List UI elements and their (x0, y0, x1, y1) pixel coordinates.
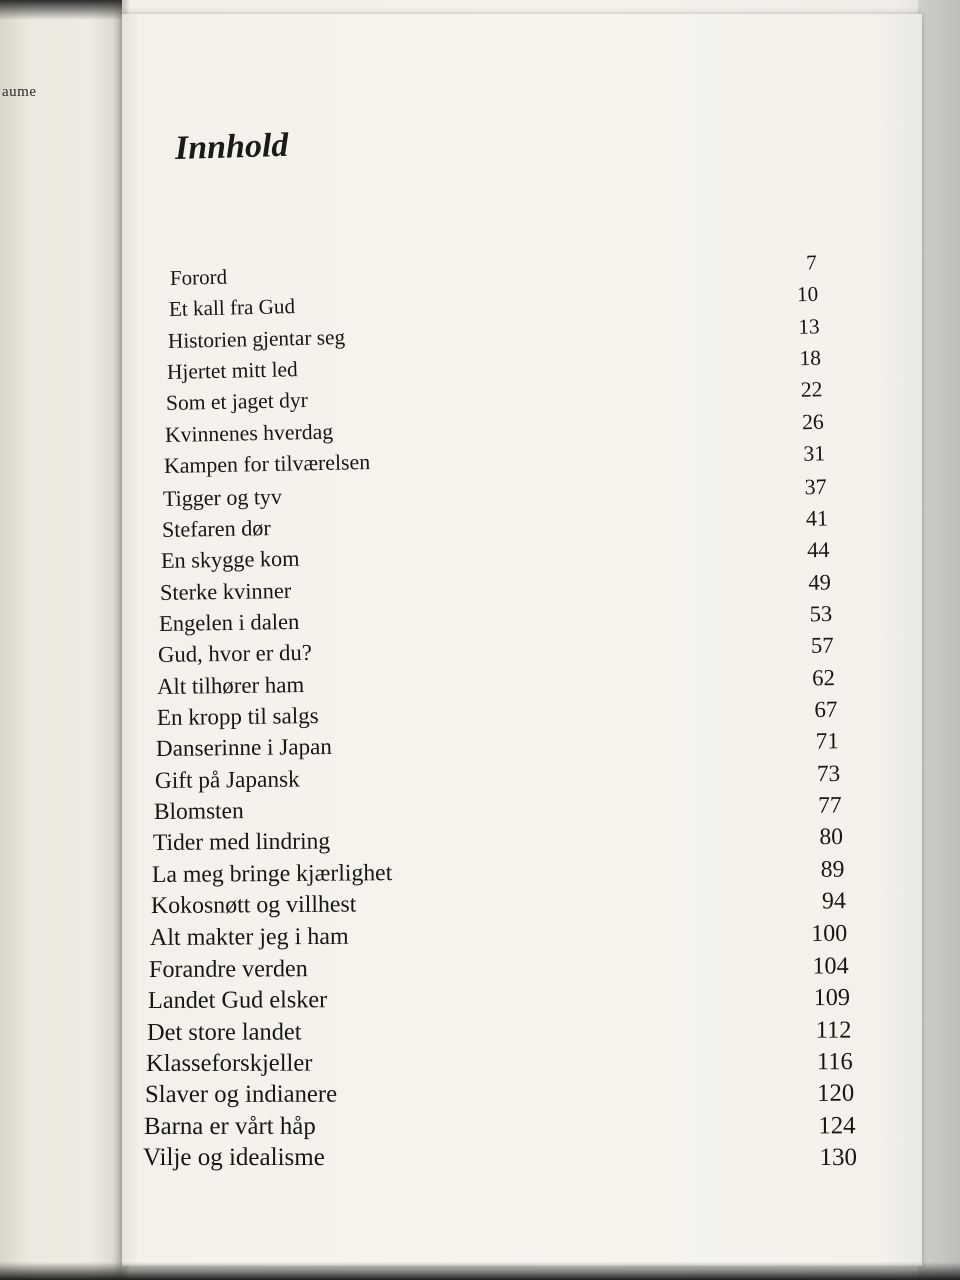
toc-entry-title: Kvinnenes hverdag (164, 419, 334, 447)
toc-entry-page-number: 104 (812, 952, 849, 980)
toc-entry-page-number: 37 (804, 473, 828, 499)
bottom-edge (0, 1262, 960, 1280)
toc-entry-title: Gift på Japansk (154, 766, 300, 794)
toc-entry-title: Hjertet mitt led (166, 357, 299, 385)
toc-entry-page-number: 124 (818, 1112, 856, 1140)
toc-entry-page-number: 116 (816, 1048, 853, 1076)
toc-entry-page-number: 10 (796, 282, 819, 307)
toc-entry-page-number: 80 (818, 824, 843, 851)
toc-entry-title: Blomsten (153, 798, 244, 826)
toc-entry-page-number: 71 (815, 728, 839, 755)
toc-entry-title: Engelen i dalen (159, 608, 300, 636)
toc-entry (153, 792, 841, 829)
toc-entry (154, 761, 840, 798)
toc-entry-title: Kampen for tilværelsen (163, 450, 371, 479)
toc-entry-title: Alt makter jeg i ham (149, 923, 349, 951)
toc-entry-page-number: 62 (812, 664, 836, 691)
toc-entry (155, 729, 838, 767)
toc-entry-title: Forord (169, 264, 228, 290)
toc-entry-page-number: 41 (805, 505, 829, 531)
toc-entry-title: La meg bringe kjærlighet (151, 859, 393, 888)
toc-entry-page-number: 77 (817, 792, 842, 819)
toc-entry (145, 1080, 854, 1111)
toc-entry-page-number: 94 (821, 888, 846, 915)
toc-entry (143, 1144, 857, 1174)
toc-entry (152, 856, 845, 891)
toc-entry-page-number: 120 (817, 1080, 855, 1108)
toc-entry-page-number: 100 (810, 920, 848, 947)
toc-entry-title: En kropp til salgs (156, 703, 319, 730)
toc-entry-page-number: 26 (801, 409, 825, 434)
toc-entry (149, 952, 849, 986)
toc-entry (153, 824, 843, 860)
toc-entry (147, 1016, 852, 1048)
toc-entry-page-number: 112 (815, 1016, 852, 1044)
toc-entry-title: Klasseforskjeller (145, 1049, 313, 1077)
toc-entry-page-number: 67 (813, 696, 838, 722)
toc-entry (144, 1112, 856, 1143)
toc-entry-page-number: 53 (809, 600, 833, 627)
toc-entry-title: Danserinne i Japan (155, 734, 332, 763)
toc-entry-page-number: 18 (799, 345, 822, 371)
toc-entry-page-number: 44 (807, 537, 830, 563)
toc-entry-title: Kokosnøtt og villhest (150, 891, 357, 920)
toc-entry-title: En skygge kom (161, 545, 300, 574)
toc-entry-page-number: 57 (811, 632, 835, 659)
toc-entry-title: Slaver og indianere (144, 1080, 338, 1109)
toc-entry-title: Det store landet (146, 1018, 302, 1046)
toc-entry-title: Barna er vårt håp (143, 1112, 316, 1140)
left-page-text-fragment: aume (2, 84, 37, 100)
toc-entry-page-number: 31 (803, 441, 826, 466)
toc-entry (151, 888, 846, 923)
toc-entry-title: Forandre verden (148, 955, 308, 983)
toc-entry-page-number: 22 (800, 377, 823, 403)
page-title: Innhold (174, 126, 289, 167)
toc-entry-page-number: 49 (808, 569, 832, 595)
toc-entry-page-number: 73 (816, 760, 840, 787)
toc-entry-title: Gud, hvor er du? (158, 640, 313, 668)
toc-entry-title: Som et jaget dyr (165, 388, 309, 416)
toc-entry-page-number: 89 (820, 856, 845, 883)
toc-entry-title: Vilje og idealisme (143, 1144, 325, 1171)
toc-entry (148, 984, 850, 1017)
toc-entry-title: Stefaren dør (162, 514, 272, 542)
toc-entry-title: Historien gjentar seg (167, 324, 346, 353)
toc-entry-title: Tigger og tyv (162, 483, 283, 511)
toc-entry-title: Tider med lindring (152, 828, 330, 857)
toc-entry (146, 1048, 853, 1080)
toc-entry-title: Landet Gud elsker (147, 986, 328, 1015)
toc-entry-page-number: 109 (813, 984, 850, 1012)
toc-entry-page-number: 7 (805, 250, 818, 275)
toc-entry-title: Alt tilhører ham (157, 671, 305, 699)
toc-entry-page-number: 130 (819, 1144, 857, 1171)
toc-entry-title: Et kall fra Gud (168, 294, 296, 322)
toc-entry (150, 920, 847, 954)
toc-entry-title: Sterke kvinner (160, 577, 292, 605)
toc-entry-page-number: 13 (798, 313, 820, 339)
